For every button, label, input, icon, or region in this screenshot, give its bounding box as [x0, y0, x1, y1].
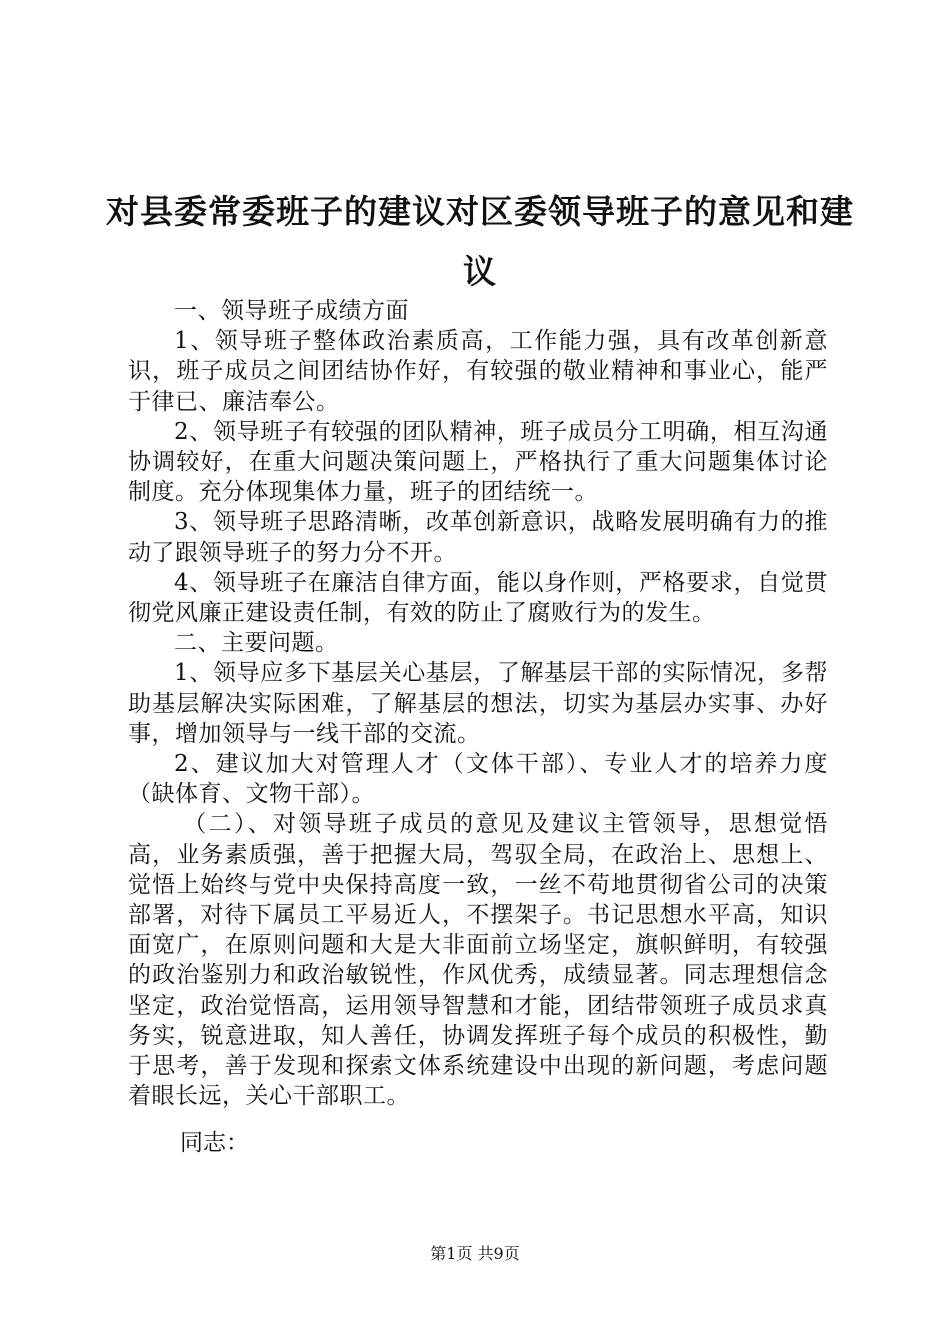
section-heading-problems: 二、主要问题。	[174, 630, 339, 657]
paragraph-achievement-4: 4、领导班子在廉洁自律方面，能以身作则，严格要求，自觉贯彻党风廉正建设责任制，有效的防止了腐败行为的发生。	[128, 569, 828, 627]
signature-line: 同志：	[180, 1130, 249, 1156]
section-heading-achievements: 一、领导班子成绩方面	[174, 298, 409, 324]
page-footer: 第1页 共9页	[430, 1244, 520, 1263]
document-title: 对县委常委班子的建议对区委领导班子的意见和建议	[106, 192, 854, 291]
paragraph-achievement-2: 2、领导班子有较强的团队精神，班子成员分工明确，相互沟通协调较好，在重大问题决策问题上，严格执行了重大问题集体讨论制度。充分体现集体力量，班子的团结统一。	[128, 418, 828, 506]
paragraph-member-opinions: （二）、对领导班子成员的意见及建议主管领导，思想觉悟高，业务素质强，善于把握大局，驾驭全局，在政治上、思想上、觉悟上始终与党中央保持高度一致，一丝不苟地贯彻省公司的决策部署，对待下属员工平易近人，不摆架子。书记思想水平高，知识面宽广，在原则问题和大是大非面前立场坚定，旗帜鲜明，有较强的政治鉴别力和政治敏锐性，作风优秀，成绩显著。同志理想信念坚定，政治觉悟高，运用领导智慧和才能，团结带领班子成员求真务实，锐意进取，知人善任，协调发挥班子每个成员的积极性，勤于思考，善于发现和探索文体系统建设中出现的新问题，考虑问题着眼长远，关心干部职工。	[128, 811, 828, 1110]
paragraph-problem-1: 1、领导应多下基层关心基层，了解基层干部的实际情况，多帮助基层解决实际困难，了解基层的想法，切实为基层办实事、办好事，增加领导与一线干部的交流。	[128, 660, 828, 747]
paragraph-achievement-3: 3、领导班子思路清晰，改革创新意识，战略发展明确有力的推动了跟领导班子的努力分不开。	[128, 509, 828, 566]
paragraph-achievement-1: 1、领导班子整体政治素质高，工作能力强，具有改革创新意识，班子成员之间团结协作好，有较强的敬业精神和事业心，能严于律已、廉洁奉公。	[128, 328, 828, 415]
paragraph-problem-2: 2、建议加大对管理人才（文体干部）、专业人才的培养力度（缺体育、文物干部）。	[128, 751, 828, 808]
document-body	[128, 296, 828, 1111]
